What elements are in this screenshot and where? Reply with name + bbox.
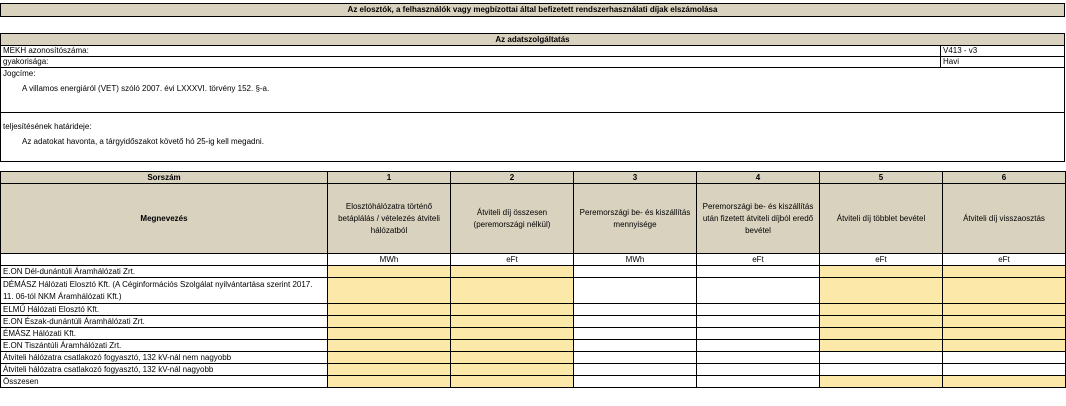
cell [574,364,697,376]
frequency-value: Havi [943,57,960,66]
data-service-section [0,33,1065,162]
megnevezes-header: Megnevezés [1,184,328,254]
cell [820,352,943,364]
cell [697,340,820,352]
legal-basis-text: A villamos energiáról (VET) szóló 2007. évi LXXXVI. törvény 152. §-a. [22,84,270,93]
deadline-row [1,113,1064,161]
cell [574,316,697,328]
cell [697,328,820,340]
input-cell[interactable] [943,340,1066,352]
table-row [1,328,1066,340]
col-2-desc: Átviteli díj összesen (peremországi nélkül) [451,184,574,254]
input-cell[interactable] [820,266,943,278]
cell [697,278,820,304]
row-name: DÉMÁSZ Hálózati Elosztó Kft. (A Céginformációs Szolgálat nyilvántartása szerint 2017. 11. 06-tól NKM Áramhálózati Kft.) [1,278,328,304]
col-1-number: 1 [328,172,451,184]
col-4-unit: eFt [697,254,820,266]
row-name: ÉMÁSZ Hálózati Kft. [1,328,328,340]
cell [697,304,820,316]
input-cell[interactable] [328,376,451,388]
mekh-id-row [1,46,1064,57]
value-divider [940,46,941,68]
input-cell[interactable] [328,278,451,304]
table-row [1,340,1066,352]
cell [574,340,697,352]
input-cell[interactable] [943,304,1066,316]
input-cell[interactable] [451,340,574,352]
legal-basis-label: Jogcíme: [3,69,36,78]
row-name: Összesen [1,376,328,388]
input-cell[interactable] [451,266,574,278]
col-4-desc: Peremországi be- és kiszállítás után fizetett átviteli díjból eredő bevétel [697,184,820,254]
sorszam-header: Sorszám [1,172,328,184]
cell [697,316,820,328]
row-name: ELMŰ Hálózati Elosztó Kft. [1,304,328,316]
input-cell[interactable] [943,316,1066,328]
input-cell[interactable] [451,304,574,316]
col-3-desc: Peremországi be- és kiszállítás mennyisége [574,184,697,254]
input-cell[interactable] [451,316,574,328]
col-6-number: 6 [943,172,1066,184]
table-row [1,266,1066,278]
row-name: E.ON Tiszántúli Áramhálózati Zrt. [1,340,328,352]
row-name: E.ON Dél-dunántúli Áramhálózati Zrt. [1,266,328,278]
cell [697,364,820,376]
input-cell[interactable] [328,266,451,278]
cell [574,352,697,364]
input-cell[interactable] [328,364,451,376]
col-3-unit: MWh [574,254,697,266]
input-cell[interactable] [820,376,943,388]
col-4-number: 4 [697,172,820,184]
input-cell[interactable] [820,304,943,316]
input-cell[interactable] [451,278,574,304]
col-2-number: 2 [451,172,574,184]
row-name: Átviteli hálózatra csatlakozó fogyasztó, 132 kV-nál nem nagyobb [1,352,328,364]
input-cell[interactable] [328,316,451,328]
col-3-number: 3 [574,172,697,184]
data-table [0,171,1066,388]
input-cell[interactable] [328,352,451,364]
col-2-unit: eFt [451,254,574,266]
cell [574,304,697,316]
cell [820,364,943,376]
col-5-unit: eFt [820,254,943,266]
page-title: Az elosztók, a felhasználók vagy megbízottai által befizetett rendszerhasználati díjak elszámolása [0,3,1065,17]
table-row [1,316,1066,328]
cell [943,352,1066,364]
input-cell[interactable] [943,266,1066,278]
input-cell[interactable] [451,364,574,376]
cell [697,352,820,364]
table-row [1,364,1066,376]
input-cell[interactable] [943,278,1066,304]
input-cell[interactable] [451,376,574,388]
cell [574,266,697,278]
input-cell[interactable] [328,328,451,340]
cell [697,376,820,388]
legal-basis-row [1,68,1064,113]
input-cell[interactable] [328,340,451,352]
cell [574,376,697,388]
table-row [1,278,1066,304]
row-name: E.ON Észak-dunántúli Áramhálózati Zrt. [1,316,328,328]
row-name: Átviteli hálózatra csatlakozó fogyasztó, 132 kV-nál nagyobb [1,364,328,376]
input-cell[interactable] [451,328,574,340]
col-6-unit: eFt [943,254,1066,266]
table-row [1,304,1066,316]
col-1-unit: MWh [328,254,451,266]
table-row [1,352,1066,364]
mekh-id-value: V413 - v3 [943,46,978,55]
frequency-label: gyakorisága: [3,57,49,66]
col-6-desc: Átviteli díj visszaosztás [943,184,1066,254]
input-cell[interactable] [820,328,943,340]
cell [574,278,697,304]
col-5-desc: Átviteli díj többlet bevétel [820,184,943,254]
input-cell[interactable] [820,340,943,352]
data-service-title: Az adatszolgáltatás [1,34,1064,46]
table-row-total [1,376,1066,388]
cell [574,328,697,340]
deadline-label: teljesítésének határideje: [3,122,92,131]
deadline-text: Az adatokat havonta, a tárgyidőszakot követő hó 25-ig kell megadni. [22,137,264,146]
number-header-row [1,172,1066,184]
input-cell[interactable] [328,304,451,316]
input-cell[interactable] [943,328,1066,340]
col-1-desc: Elosztóhálózatra történő betáplálás / vételezés átviteli hálózatból [328,184,451,254]
col-5-number: 5 [820,172,943,184]
input-cell[interactable] [820,316,943,328]
input-cell[interactable] [820,278,943,304]
unit-blank [1,254,328,266]
cell [943,364,1066,376]
mekh-id-label: MEKH azonosítószáma: [3,46,89,55]
unit-row [1,254,1066,266]
description-header-row [1,184,1066,254]
cell [697,266,820,278]
input-cell[interactable] [943,376,1066,388]
input-cell[interactable] [451,352,574,364]
frequency-row [1,57,1064,68]
